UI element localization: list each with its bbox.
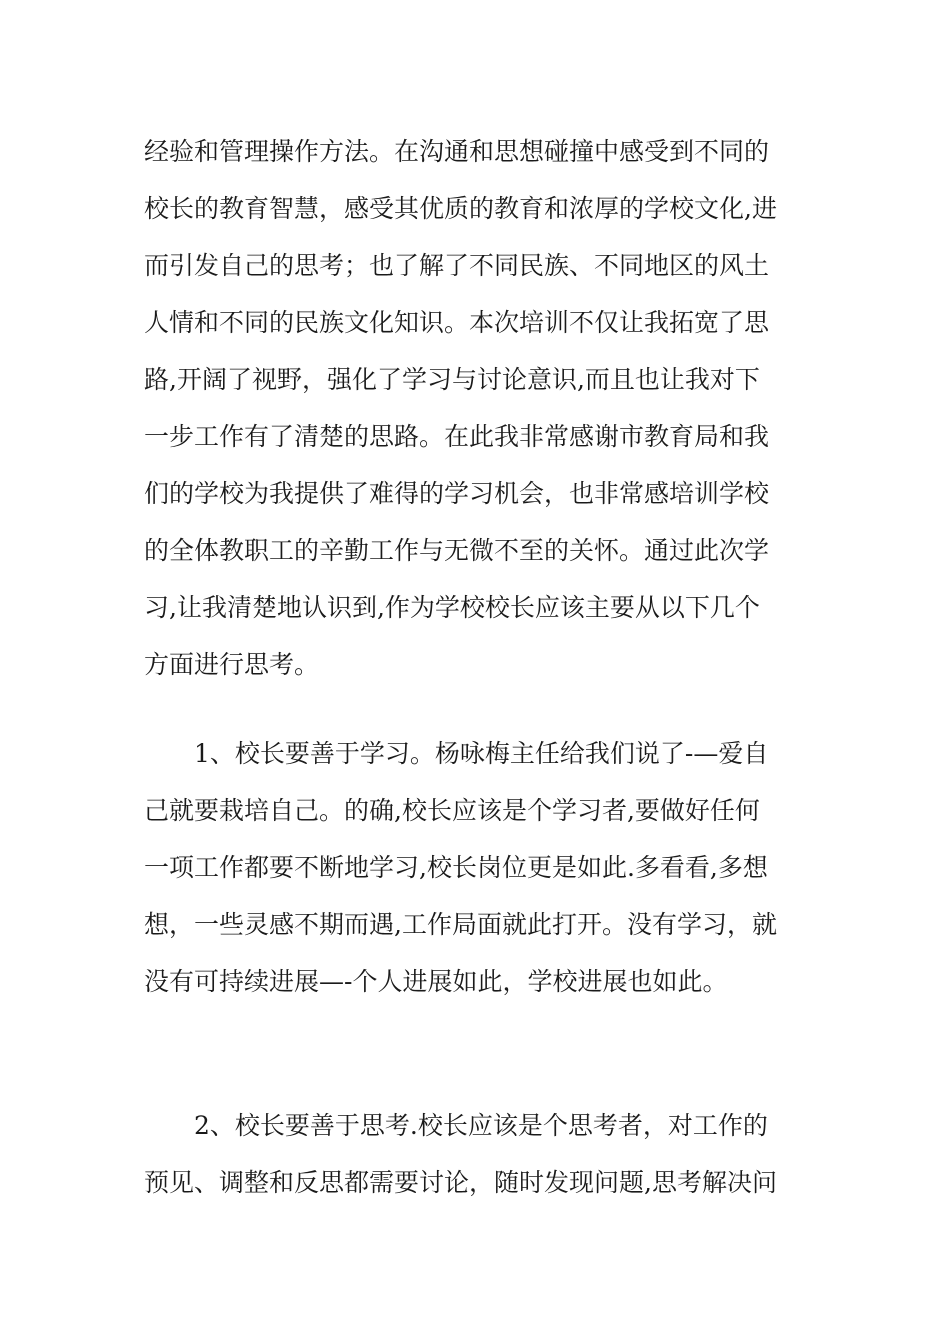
text-line: 而引发自己的思考；也了解了不同民族、不同地区的风土 [144,251,770,280]
text-line: 没有可持续进展—-个人进展如此，学校进展也如此。 [144,967,728,996]
text-line: 路,开阔了视野，强化了学习与讨论意识,而且也让我对下 [144,365,760,394]
text-line: 己就要栽培自己。的确,校长应该是个学习者,要做好任何 [144,796,760,825]
text-line: 方面进行思考。 [144,650,320,679]
text-line: 校长的教育智慧，感受其优质的教育和浓厚的学校文化,进 [144,194,777,223]
text-line: 一项工作都要不断地学习,校长岗位更是如此.多看看,多想 [144,853,768,882]
text-line: 1、校长要善于学习。杨咏梅主任给我们说了-—爱自 [144,739,769,768]
text-line: 一步工作有了清楚的思路。在此我非常感谢市教育局和我 [144,422,770,451]
text-line: 的全体教职工的辛勤工作与无微不至的关怀。通过此次学 [144,536,770,565]
paragraph-point-1 [144,725,814,1010]
paragraph-point-2 [144,1097,814,1211]
paragraph-intro [144,123,814,693]
text-line: 2、校长要善于思考.校长应该是个思考者，对工作的 [144,1111,768,1140]
text-line: 们的学校为我提供了难得的学习机会，也非常感培训学校 [144,479,770,508]
text-line: 经验和管理操作方法。在沟通和思想碰撞中感受到不同的 [144,137,770,166]
text-line: 预见、调整和反思都需要讨论，随时发现问题,思考解决问 [144,1168,777,1197]
text-line: 想，一些灵感不期而遇,工作局面就此打开。没有学习，就 [144,910,777,939]
text-line: 人情和不同的民族文化知识。本次培训不仅让我拓宽了思 [144,308,770,337]
text-line: 习,让我清楚地认识到,作为学校校长应该主要从以下几个 [144,593,760,622]
